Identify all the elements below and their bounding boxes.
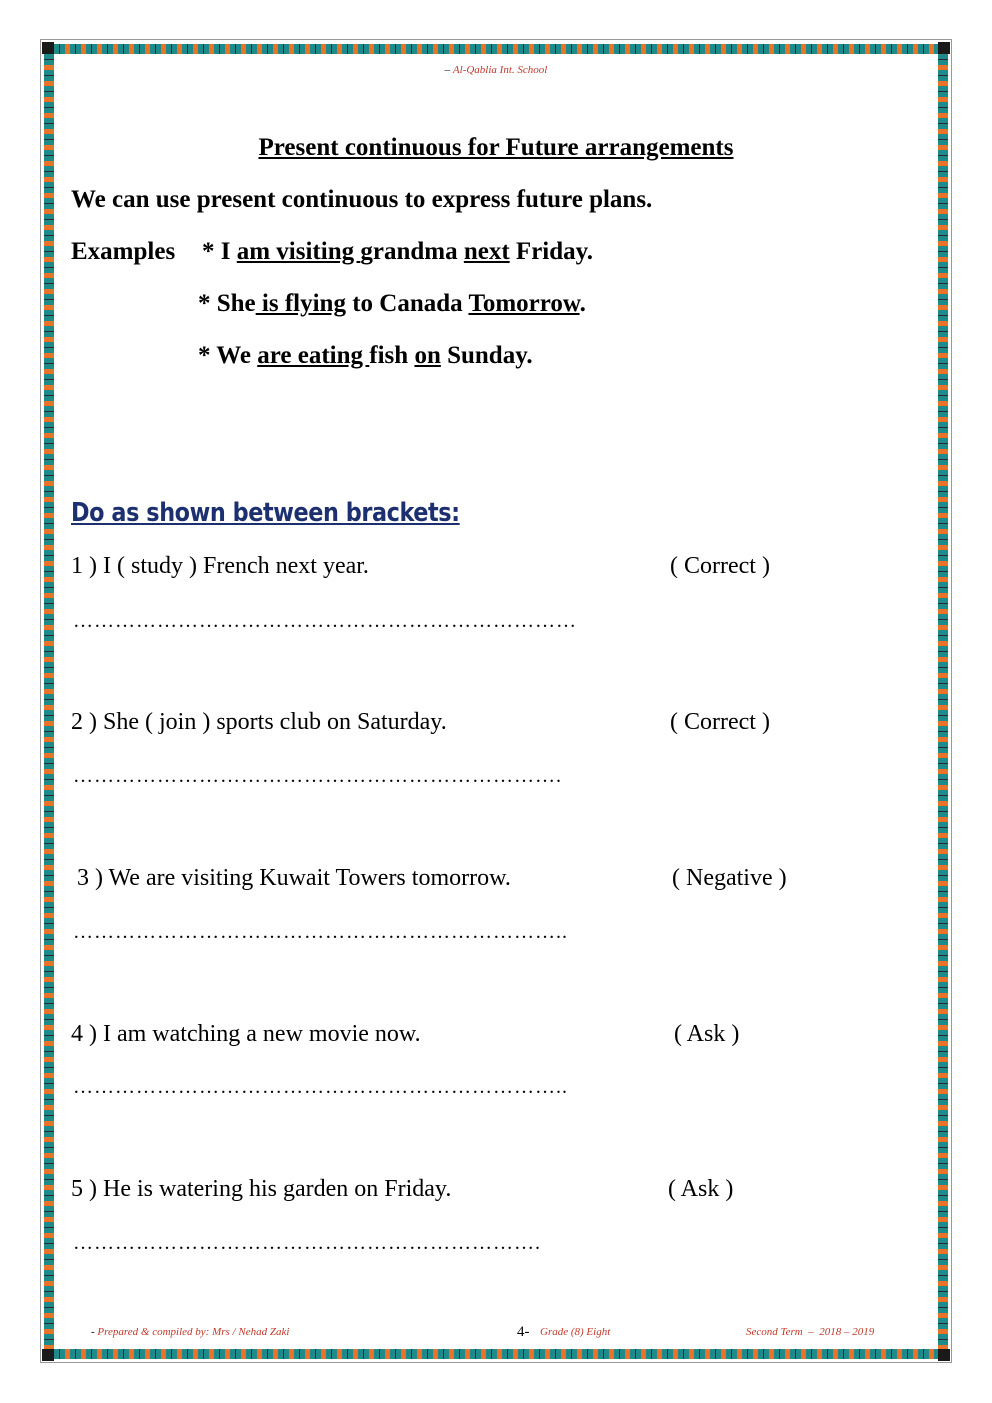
corner-ornament xyxy=(938,42,950,54)
bottom-decorative-border xyxy=(44,1349,948,1359)
answer-line[interactable]: ……………………………………………………………. xyxy=(73,765,562,787)
example-verb: is flying xyxy=(255,290,346,317)
example-row xyxy=(198,290,586,318)
footer-grade: Grade (8) Eight xyxy=(540,1326,611,1338)
right-decorative-border xyxy=(938,44,948,1359)
examples-label: Examples xyxy=(71,238,176,265)
example-time-word: on xyxy=(414,342,441,369)
example-row xyxy=(202,238,593,266)
example-verb: are eating xyxy=(257,342,370,369)
corner-ornament xyxy=(42,1349,54,1361)
question-text: 5 ) He is watering his garden on Friday. xyxy=(71,1176,452,1202)
answer-line[interactable]: …………………………………………………………. xyxy=(73,1232,541,1254)
question-instruction: ( Negative ) xyxy=(672,865,787,891)
question-text: 1 ) I ( study ) French next year. xyxy=(71,553,369,579)
example-time-word: Tomorrow xyxy=(468,290,580,317)
answer-line[interactable]: …………………………………………………………….. xyxy=(73,921,568,943)
top-decorative-border xyxy=(44,44,948,54)
page-title: Present continuous for Future arrangements xyxy=(258,134,734,161)
answer-line[interactable]: …………………………………………………………….. xyxy=(73,1076,568,1098)
corner-ornament xyxy=(42,42,54,54)
example-subject: * I xyxy=(202,238,237,265)
example-row xyxy=(198,342,533,370)
intro-text: We can use present continuous to express future plans. xyxy=(71,186,653,213)
answer-line[interactable]: ……………………………………………………………… xyxy=(73,610,577,632)
question-instruction: ( Correct ) xyxy=(670,553,770,579)
example-subject: * She xyxy=(198,290,256,317)
example-ending: Sunday. xyxy=(440,342,533,369)
example-verb: am visiting xyxy=(236,238,361,265)
corner-ornament xyxy=(938,1349,950,1361)
question-text: 3 ) We are visiting Kuwait Towers tomorrow. xyxy=(71,865,511,891)
example-time-word: next xyxy=(463,238,510,265)
section-heading: Do as shown between brackets: xyxy=(71,498,460,528)
example-object: grandma xyxy=(360,238,464,265)
footer-author: - Prepared & compiled by: Mrs / Nehad Zaki xyxy=(91,1326,290,1338)
left-decorative-border xyxy=(44,44,54,1359)
example-ending: Friday. xyxy=(509,238,594,265)
example-object: to Canada xyxy=(345,290,469,317)
footer-term: Second Term – 2018 – 2019 xyxy=(746,1326,875,1338)
question-instruction: ( Ask ) xyxy=(668,1176,734,1202)
question-text: 2 ) She ( join ) sports club on Saturday. xyxy=(71,709,447,735)
page-number: 4- xyxy=(517,1324,530,1340)
question-text: 4 ) I am watching a new movie now. xyxy=(71,1021,421,1047)
school-name: Al-Qablia Int. School xyxy=(452,64,548,76)
example-object: fish xyxy=(369,342,415,369)
footer-prepared-by: Prepared & compiled by: Mrs / Nehad Zaki xyxy=(97,1326,290,1338)
example-ending: . xyxy=(579,290,586,317)
example-subject: * We xyxy=(198,342,258,369)
question-instruction: ( Ask ) xyxy=(674,1021,740,1047)
question-instruction: ( Correct ) xyxy=(670,709,770,735)
school-header: – Al-Qablia Int. School xyxy=(444,64,548,76)
